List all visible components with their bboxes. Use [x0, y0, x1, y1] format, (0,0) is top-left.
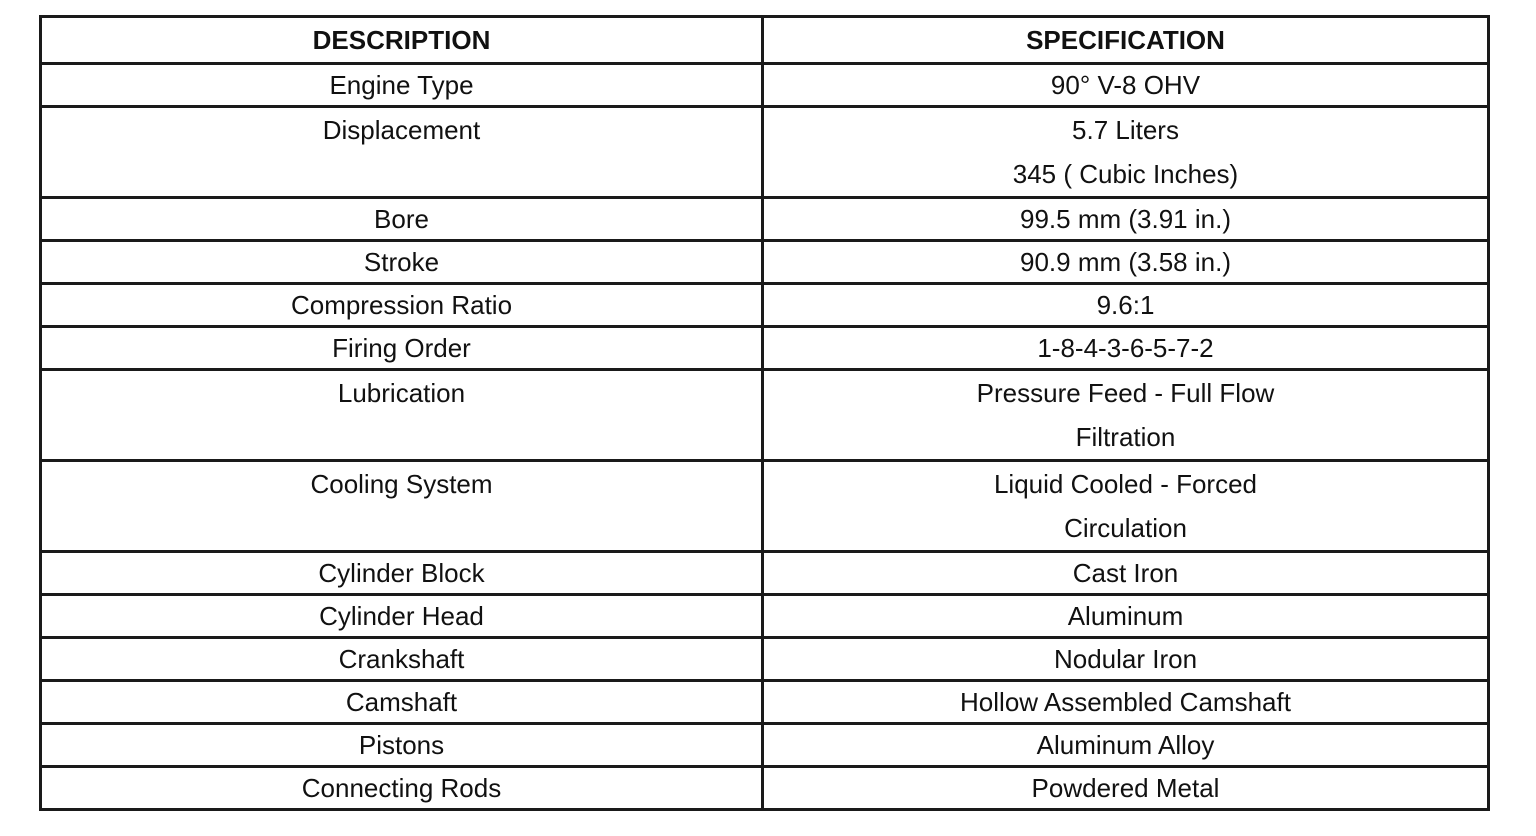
specification-line: Filtration	[1075, 422, 1176, 452]
specification-line: 99.5 mm (3.91 in.)	[1020, 204, 1231, 234]
specification-cell	[763, 284, 1489, 327]
specification-line: 345 ( Cubic Inches)	[1012, 159, 1239, 189]
description-cell: Stroke	[41, 241, 763, 284]
table-row	[41, 107, 1489, 198]
description-cell: Bore	[41, 198, 763, 241]
specification-cell	[763, 638, 1489, 681]
specification-line: 9.6:1	[1096, 290, 1155, 320]
table-row	[41, 724, 1489, 767]
specification-cell	[763, 767, 1489, 810]
specification-cell	[763, 595, 1489, 638]
description-cell: Cylinder Head	[41, 595, 763, 638]
specification-line: Powdered Metal	[1031, 773, 1220, 803]
description-cell: Pistons	[41, 724, 763, 767]
description-cell: Crankshaft	[41, 638, 763, 681]
table-row	[41, 767, 1489, 810]
description-cell: Compression Ratio	[41, 284, 763, 327]
description-cell: Firing Order	[41, 327, 763, 370]
specification-cell	[763, 64, 1489, 107]
description-cell: Engine Type	[41, 64, 763, 107]
description-cell: Displacement	[41, 107, 763, 198]
engine-spec-table	[39, 15, 1490, 811]
specification-line: Aluminum Alloy	[1036, 730, 1215, 760]
table-row	[41, 284, 1489, 327]
description-cell: Camshaft	[41, 681, 763, 724]
specification-line: Liquid Cooled - Forced	[993, 469, 1258, 499]
specification-cell	[763, 107, 1489, 198]
specification-cell	[763, 552, 1489, 595]
specification-cell	[763, 681, 1489, 724]
table-row	[41, 461, 1489, 552]
specification-line: Nodular Iron	[1053, 644, 1198, 674]
table-row	[41, 638, 1489, 681]
specification-cell	[763, 724, 1489, 767]
specification-cell	[763, 370, 1489, 461]
specification-cell	[763, 198, 1489, 241]
table-row	[41, 370, 1489, 461]
description-cell: Cooling System	[41, 461, 763, 552]
table-row	[41, 595, 1489, 638]
table-row	[41, 198, 1489, 241]
description-column-header: DESCRIPTION	[41, 17, 763, 64]
specification-line: Hollow Assembled Camshaft	[960, 687, 1291, 717]
specification-line: 5.7 Liters	[1072, 115, 1179, 145]
table-body	[41, 64, 1489, 810]
specification-line: 90.9 mm (3.58 in.)	[1020, 247, 1231, 277]
table-row	[41, 241, 1489, 284]
table-header	[41, 17, 1489, 64]
specification-line: Pressure Feed - Full Flow	[976, 378, 1275, 408]
table-row	[41, 327, 1489, 370]
description-cell: Cylinder Block	[41, 552, 763, 595]
specification-cell	[763, 461, 1489, 552]
specification-column-header: SPECIFICATION	[763, 17, 1489, 64]
description-cell: Connecting Rods	[41, 767, 763, 810]
table-row	[41, 681, 1489, 724]
specification-line: 1-8-4-3-6-5-7-2	[1037, 333, 1214, 363]
description-cell: Lubrication	[41, 370, 763, 461]
header-row	[41, 17, 1489, 64]
specification-line: Circulation	[1064, 513, 1187, 543]
specification-line: Aluminum	[1067, 601, 1184, 631]
specification-line: 90° V-8 OHV	[1050, 70, 1201, 100]
specification-cell	[763, 241, 1489, 284]
specification-cell	[763, 327, 1489, 370]
table-row	[41, 64, 1489, 107]
specification-line: Cast Iron	[1072, 558, 1179, 588]
table-row	[41, 552, 1489, 595]
